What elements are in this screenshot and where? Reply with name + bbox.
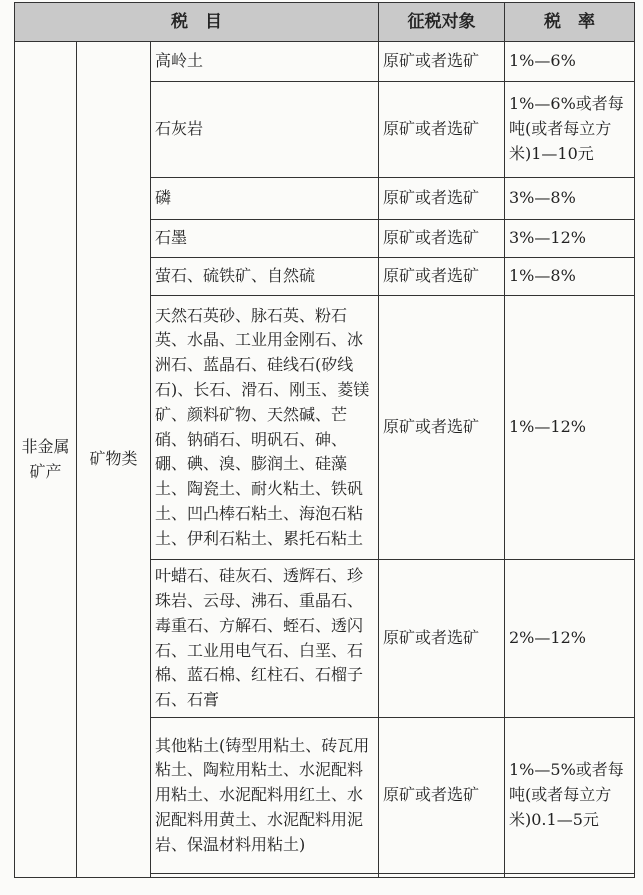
tax-rate-table — [14, 2, 635, 878]
object-cell: 原矿或者选矿 — [379, 258, 505, 296]
header-tax-rate: 税 率 — [505, 3, 635, 42]
object-cell: 原矿或者选矿 — [379, 718, 505, 874]
table-row — [15, 42, 635, 82]
object-cell: 原矿或者选矿 — [379, 42, 505, 82]
header-tax-object: 征税对象 — [379, 3, 505, 42]
blank-object-cell — [379, 874, 505, 878]
blank-rate-cell — [505, 874, 635, 878]
object-cell: 原矿或者选矿 — [379, 296, 505, 560]
item-cell: 萤石、硫铁矿、自然硫 — [151, 258, 379, 296]
table-header-row — [15, 3, 635, 42]
rate-cell: 3%—12% — [505, 220, 635, 258]
rate-cell: 2%—12% — [505, 560, 635, 718]
item-cell: 叶蜡石、硅灰石、透辉石、珍珠岩、云母、沸石、重晶石、毒重石、方解石、蛭石、透闪石、工业用电气石、白垩、石棉、蓝石棉、红柱石、石榴子石、石膏 — [151, 560, 379, 718]
rate-cell: 1%—6% — [505, 42, 635, 82]
rate-cell: 1%—8% — [505, 258, 635, 296]
item-cell: 磷 — [151, 178, 379, 220]
rate-cell: 1%—12% — [505, 296, 635, 560]
category-cell: 非金属矿产 — [15, 42, 77, 878]
blank-item-cell — [151, 874, 379, 878]
header-tax-item: 税 目 — [15, 3, 379, 42]
rate-cell: 1%—6%或者每吨(或者每立方米)1—10元 — [505, 82, 635, 178]
object-cell: 原矿或者选矿 — [379, 220, 505, 258]
object-cell: 原矿或者选矿 — [379, 82, 505, 178]
rate-cell: 1%—5%或者每吨(或者每立方米)0.1—5元 — [505, 718, 635, 874]
item-cell: 高岭土 — [151, 42, 379, 82]
object-cell: 原矿或者选矿 — [379, 560, 505, 718]
item-cell: 其他粘土(铸型用粘土、砖瓦用粘土、陶粒用粘土、水泥配料用粘土、水泥配料用红土、水泥配料用黄土、水泥配料用泥岩、保温材料用粘土) — [151, 718, 379, 874]
item-cell: 天然石英砂、脉石英、粉石英、水晶、工业用金刚石、冰洲石、蓝晶石、硅线石(矽线石)、长石、滑石、刚玉、菱镁矿、颜料矿物、天然碱、芒硝、钠硝石、明矾石、砷、硼、碘、溴、膨润土、硅藻土、陶瓷土、耐火粘土、铁矾土、凹凸棒石粘土、海泡石粘土、伊利石粘土、累托石粘土 — [151, 296, 379, 560]
subcategory-cell: 矿物类 — [77, 42, 151, 878]
item-cell: 石墨 — [151, 220, 379, 258]
item-cell: 石灰岩 — [151, 82, 379, 178]
object-cell: 原矿或者选矿 — [379, 178, 505, 220]
rate-cell: 3%—8% — [505, 178, 635, 220]
